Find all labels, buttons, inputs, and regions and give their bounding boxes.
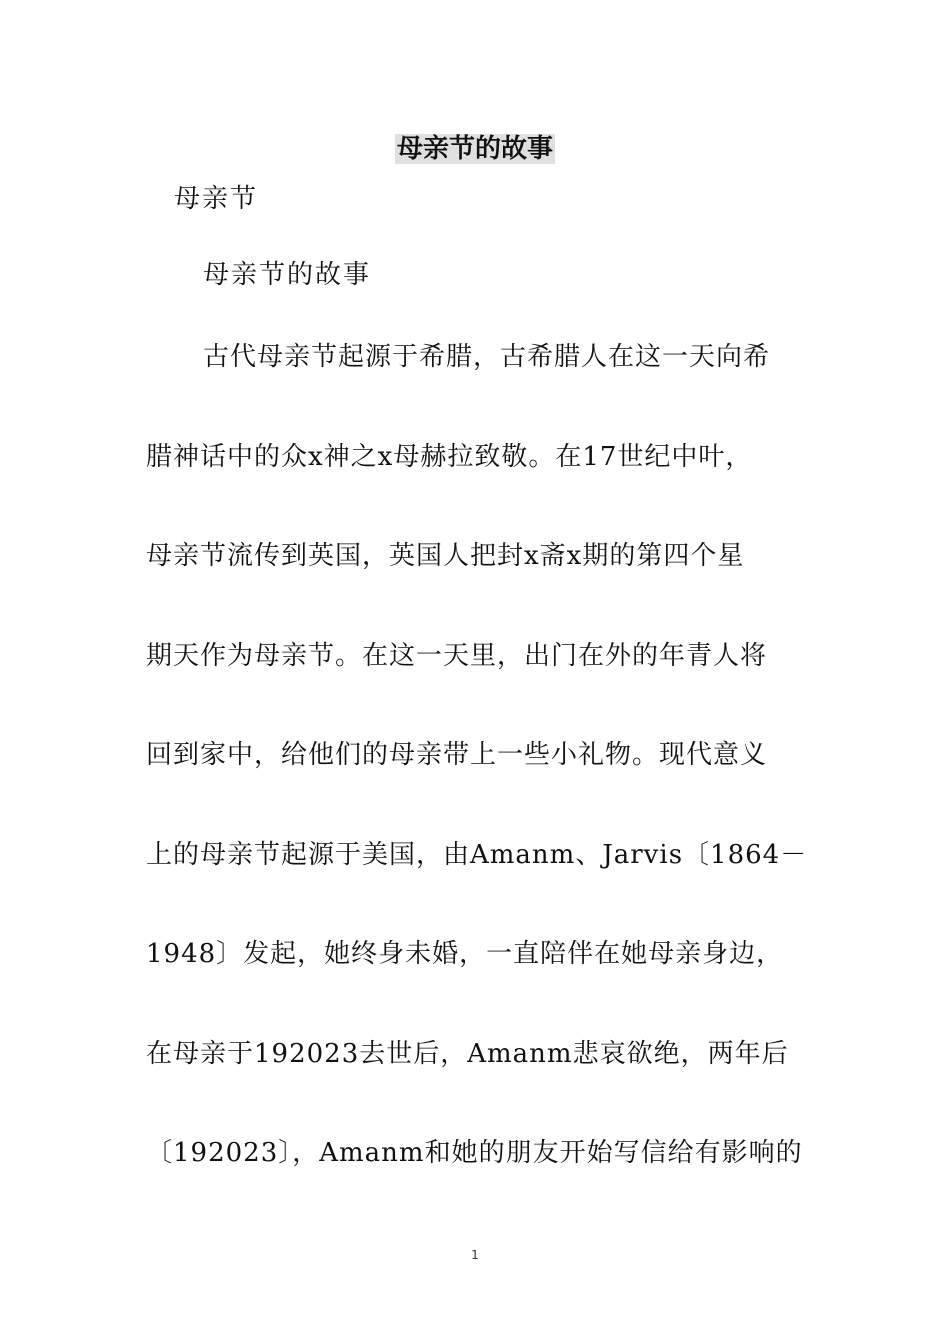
paragraph-line: 上的母亲节起源于美国，由Amanm、Jarvis〔1864－ (146, 839, 808, 870)
section-heading: 母亲节 (174, 184, 259, 214)
subsection-heading: 母亲节的故事 (203, 260, 372, 290)
paragraph-line: 腊神话中的众x神之x母赫拉致敬。在17世纪中叶， (146, 441, 753, 472)
paragraph-line: 母亲节流传到英国，英国人把封x斋x期的第四个星 (146, 541, 745, 571)
paragraph-line: 1948〕发起，她终身未婚，一直陪伴在她母亲身边， (146, 939, 784, 969)
document-title (0, 132, 950, 166)
paragraph-line: 期天作为母亲节。在这一天里，出门在外的年青人将 (146, 640, 768, 671)
page-number: 1 (471, 1248, 479, 1262)
paragraph-line: 〔192023〕，Amanm和她的朋友开始写信给有影响的 (146, 1138, 803, 1168)
paragraph-line: 在母亲于192023去世后，Amanm悲哀欲绝，两年后 (146, 1038, 789, 1069)
document-title-text: 母亲节的故事 (396, 134, 553, 164)
body-paragraph (146, 340, 806, 1236)
paragraph-line: 回到家中，给他们的母亲带上一些小礼物。现代意义 (146, 740, 768, 770)
paragraph-line: 古代母亲节起源于希腊，古希腊人在这一天向希 (203, 342, 771, 372)
